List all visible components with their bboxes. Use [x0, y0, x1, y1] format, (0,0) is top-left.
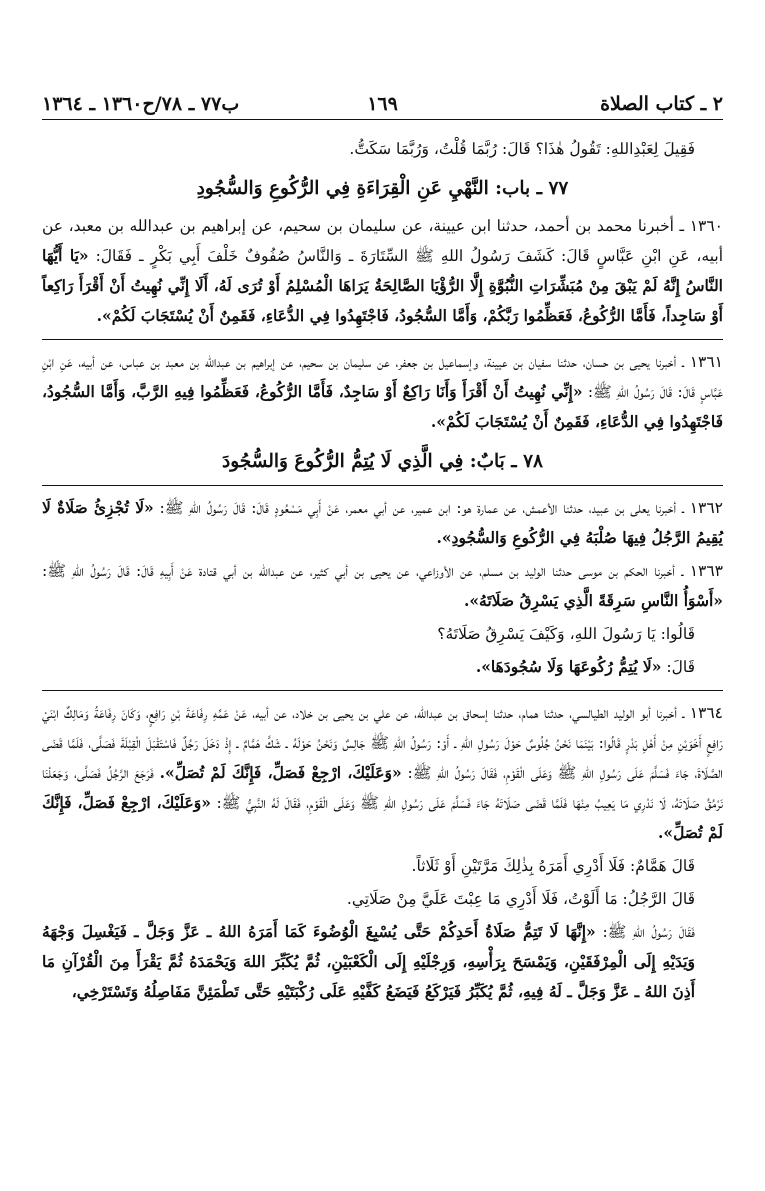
hadith-1364-matn-2: «وَعَلَيْكَ، ارْجِعْ فَصَلِّ، فَإِنَّكَ لَمْ تُصَلِّ». [42, 793, 723, 842]
hadith-1361 [42, 347, 723, 437]
intro-line: فَقِيلَ لِعَبْدِاللهِ: تَقُولُ هٰذَا؟ قَالَ: رُبَّمَا قُلْتُ، وَرُبَّمَا سَكَتُّ. [349, 140, 695, 158]
hadith-1364-final-lead: فَقَالَ رَسُولُ اللهِ ﷺ: [602, 923, 695, 941]
hadith-1360-isnad: ١٣٦٠ ـ أخبرنا محمد بن أحمد، حدثنا ابن عيينة، عن سليمان بن سحيم، عن إبراهيم بن عبدالله بن معبد، عن أبيه، عَنِ ابْنِ عَبَّاسٍ قَالَ: كَشَفَ رَسُولُ اللهِ ﷺ السِّتَارَةَ ـ وَالنَّاسُ صُفُوفٌ خَلْفَ أَبِي بَكْرٍ ـ فَقَالَ: [42, 217, 724, 265]
hadith-1362-matn: «لَا تُجْزِئُ صَلَاةٌ لَا يُقِيمُ الرَّجُلُ فِيهَا صُلْبَهُ فِي الرُّكُوعِ وَالسُّجُودِ». [42, 498, 723, 547]
section-divider [42, 690, 723, 691]
hadith-1364-final-matn: «إِنَّهَا لَا تَتِمُّ صَلَاةُ أَحَدِكُمْ حَتَّى يُسْبِغَ الْوُضُوءَ كَمَا أَمَرَهُ اللهُ ـ عَزَّ وَجَلَّ ـ فَيَغْسِلَ وَجْهَهُ وَيَدَيْهِ إِلَى الْمِرْفَقَيْنِ، وَيَمْسَحَ بِرَأْسِهِ، وَرِجْلَيْهِ إِلَى الْكَعْبَيْنِ، ثُمَّ يُكَبِّرَ اللهَ وَيَحْمَدَهُ ثُمَّ يَقْرَأَ مِنَ الْقُرْآنِ مَا أَذِنَ اللهُ ـ عَزَّ وَجَلَّ ـ لَهُ فِيهِ، ثُمَّ يُكَبِّرُ فَيَرْكَعُ فَيَضَعُ كَفَّيْهِ عَلَى رُكْبَتَيْهِ حَتَّى تَطْمَئِنَّ مَفَاصِلُهُ وَتَسْتَرْخِي، [42, 922, 695, 1001]
section-divider [42, 485, 723, 486]
hadith-1361-matn: «إِنِّي نُهِيتُ أَنْ أَقْرَأَ وَأَنَا رَاكِعٌ أَوْ سَاجِدٌ، فَأَمَّا الرُّكُوعُ، فَعَظِّمُوا فِيهِ الرَّبَّ، وَأَمَّا السُّجُودُ، فَاجْتَهِدُوا فِي الدُّعَاءِ، فَقَمِنٌ أَنْ يُسْتَجَابَ لَكُمْ». [42, 382, 723, 431]
hadith-1363-matn: «أَسْوَأُ النَّاسِ سَرِقَةً الَّذِي يَسْرِقُ صَلَاتَهُ». [463, 591, 723, 610]
hadith-1364-text-2: فَرَجَعَ الرَّجُلُ فَصَلَّى، وَجَعَلْنَا نَرْمُقُ صَلَاتَهُ، لَا نَدْرِي مَا يَعِيبُ مِنْهَا فَلَمَّا قَضَى صَلَاتَهُ جَاءَ فَسَلَّمَ عَلَى رَسُولِ اللهِ ﷺ وَعَلَى الْقَوْمِ، فَقَالَ لَهُ النَّبِيُّ ﷺ: [42, 764, 723, 812]
hadith-1364-final [42, 917, 723, 1007]
chapter-heading-78: ٧٨ ـ بَابٌ: فِي الَّذِي لَا يُتِمُّ الرُّكُوعَ وَالسُّجُودَ [221, 451, 543, 472]
chapter-title: ٢ ـ كتاب الصلاة [600, 93, 723, 115]
hadith-1360 [42, 211, 723, 331]
hadith-1361-isnad: ١٣٦١ ـ أخبرنا يحيى بن حسان، حدثنا سفيان بن عيينة، وإسماعيل بن جعفر، عن سليمان بن سحيم، عن إبراهيم بن عبدالله بن معبد بن عباس، عن أبيه، عَنِ ابْنِ عَبَّاسٍ قَالَ: قَالَ رَسُولُ اللهِ ﷺ: [42, 353, 724, 401]
hadith-1364-rajul: قَالَ الرَّجُلُ: مَا أَلَوْتُ، فَلَا أَدْرِي مَا عِبْتَ عَلَيَّ مِنْ صَلَاتِي. [346, 890, 695, 908]
hadith-1363-answer-lead: قَالَ: [666, 658, 695, 676]
section-divider [42, 339, 723, 340]
page-number: ١٦٩ [367, 93, 398, 115]
hadith-1363 [42, 556, 723, 616]
hadith-1364-hammam: قَالَ هَمَّامٌ: فَلَا أَدْرِي أَمَرَهُ بِذٰلِكَ مَرَّتَيْنِ أَوْ ثَلَاثاً. [411, 857, 695, 875]
hadith-1360-matn: «يَا أَيُّهَا النَّاسُ إِنَّهُ لَمْ يَبْقَ مِنْ مُبَشِّرَاتِ النُّبُوَّةِ إِلَّا الرُّؤْيَا الصَّالِحَةُ يَرَاهَا الْمُسْلِمُ أَوْ تُرَى لَهُ، أَلَا إِنِّي نُهِيتُ أَنْ أَقْرَأَ رَاكِعاً أَوْ سَاجِداً، فَأَمَّا الرُّكُوعُ، فَعَظِّمُوا رَبَّكُمْ، وَأَمَّا السُّجُودُ، فَاجْتَهِدُوا فِي الدُّعَاءِ، فَقَمِنٌ أَنْ يُسْتَجَابَ لَكُمْ». [42, 246, 723, 325]
hadith-1363-isnad: ١٣٦٣ ـ أخبرنا الحكم بن موسى حدثنا الوليد بن مسلم، عن الأوزاعي، عن يحيى بن أبي كثير، عن عبدالله بن أبي قتادة عَنْ أَبِيهِ قَالَ: قَالَ رَسُولُ اللهِ ﷺ: [42, 562, 723, 580]
hadith-1362-isnad: ١٣٦٢ ـ أخبرنا يعلى بن عبيد، حدثنا الأعمش، عن عمارة هو: ابن عمير، عن أبي معمر، عَنْ أَبِي مَسْعُودٍ قَالَ: قَالَ رَسُولُ اللهِ ﷺ: [159, 499, 724, 517]
hadith-1364-text: ١٣٦٤ ـ أخبرنا أبو الوليد الطيالسي، حدثنا همام، حدثنا إسحاق بن عبدالله، عن علي بن يحيى بن خلاد، عن أبيه، عَنْ عَمِّهِ رِفَاعَةَ بْنِ رَافِعٍ، وَكَانَ رِفَاعَةُ وَمَالِكٌ ابْنَيْ رَافِعٍ أَخَوَيْنِ مِنْ أَهْلِ بَدْرٍ قَالُوا: بَيْنَمَا نَحْنُ جُلُوسٌ حَوْلَ رَسُولِ اللهِ ـ أَوْ: رَسُولُ اللهِ ﷺ جَالِسٌ وَنَحْنُ حَوْلَهُ ـ شَكَّ هَمَّامٌ ـ إِذْ دَخَلَ رَجُلٌ فَاسْتَقْبَلَ الْقِبْلَةَ فَصَلَّى، فَلَمَّا قَضَى الصَّلَاةَ، جَاءَ فَسَلَّمَ عَلَى رَسُولِ اللهِ ﷺ وَعَلَى الْقَوْمِ، فَقَالَ رَسُولُ اللهِ ﷺ: [42, 704, 723, 782]
hadith-1364 [42, 698, 723, 848]
hadith-1363-answer [42, 652, 723, 682]
page-header [42, 85, 723, 120]
hadith-range: ب٧٧ ـ ٧٨/ح١٣٦٠ ـ ١٣٦٤ [42, 93, 240, 115]
chapter-heading-77: ٧٧ ـ باب: النَّهْيِ عَنِ الْقِرَاءَةِ فِي الرُّكُوعِ وَالسُّجُودِ [196, 178, 569, 199]
hadith-1363-answer-matn: «لَا يُتِمُّ رُكُوعَهَا وَلَا سُجُودَهَا». [475, 657, 662, 676]
page-body [42, 134, 723, 1010]
hadith-1364-matn-1: «وَعَلَيْكَ، ارْجِعْ فَصَلِّ، فَإِنَّكَ لَمْ تُصَلِّ». [159, 763, 402, 782]
hadith-1363-question: قَالُوا: يَا رَسُولَ اللهِ، وَكَيْفَ يَسْرِقُ صَلَاتَهُ؟ [437, 625, 695, 643]
hadith-1362 [42, 493, 723, 553]
